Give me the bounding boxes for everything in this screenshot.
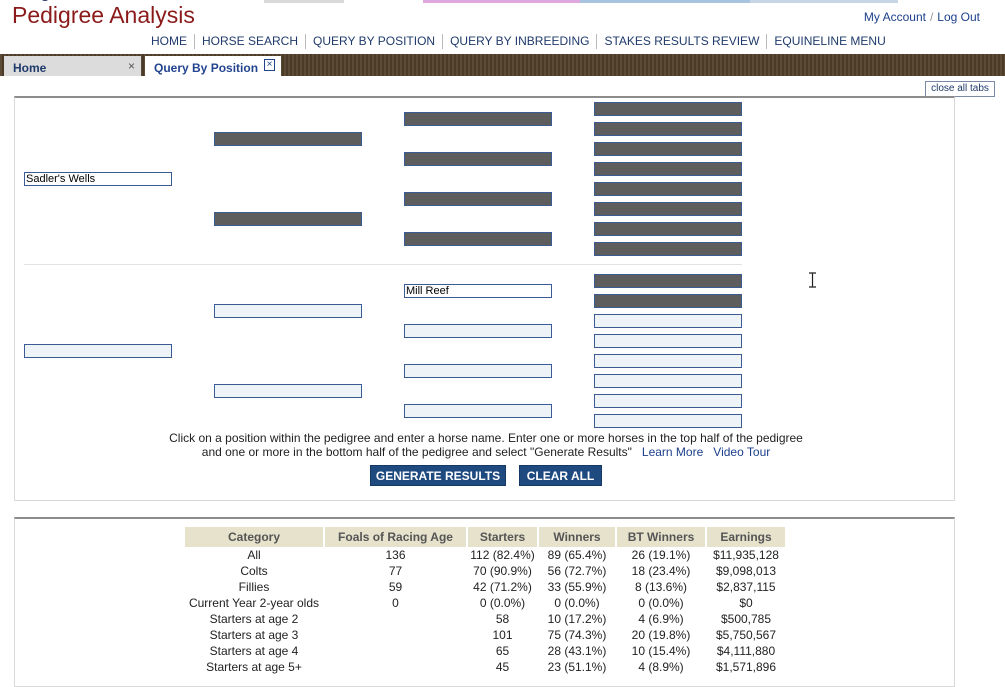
pedigree-slot[interactable] (594, 414, 742, 428)
table-cell: $500,785 (720, 612, 772, 626)
table-row (185, 563, 785, 579)
table-cell: Starters at age 3 (209, 628, 299, 642)
table-cell: 10 (15.4%) (631, 644, 691, 658)
pedigree-slot[interactable] (404, 404, 552, 418)
column-header: Foals of Racing Age (325, 527, 466, 547)
table-row (185, 547, 785, 563)
instructions-line-2: and one or more in the bottom half of the pedigree and select "Generate Results" (201, 445, 632, 459)
pedigree-slot[interactable] (594, 222, 742, 236)
account-links (864, 10, 980, 24)
nav-query-by-position[interactable]: QUERY BY POSITION (305, 34, 442, 49)
table-cell: 0 (392, 596, 399, 610)
pedigree-slot[interactable] (214, 384, 362, 398)
table-cell (325, 643, 466, 659)
top-color-strip (264, 0, 1005, 3)
table-cell: 23 (51.1%) (547, 660, 607, 674)
pedigree-slot[interactable] (594, 142, 742, 156)
table-cell: $0 (739, 596, 753, 610)
pedigree-divider (24, 264, 742, 265)
column-header: Category (185, 527, 323, 547)
table-cell: Current Year 2-year olds (188, 596, 320, 610)
results-body (185, 547, 785, 675)
table-cell (325, 659, 466, 675)
pedigree-slot[interactable] (404, 364, 552, 378)
table-row (185, 579, 785, 595)
table-cell: 28 (43.1%) (547, 644, 607, 658)
table-cell: $4,111,880 (716, 644, 776, 658)
pedigree-slot[interactable] (214, 304, 362, 318)
table-cell: $5,750,567 (715, 628, 777, 642)
table-cell: 20 (19.8%) (631, 628, 691, 642)
learn-more-link[interactable]: Learn More (641, 445, 704, 459)
nav-equineline-menu[interactable]: EQUINELINE MENU (766, 34, 892, 49)
pedigree-slot[interactable] (594, 182, 742, 196)
main-nav (151, 34, 893, 49)
table-cell: 58 (495, 612, 510, 626)
link-separator: / (929, 10, 934, 24)
clear-all-button[interactable]: CLEAR ALL (519, 465, 602, 486)
table-cell: 75 (74.3%) (547, 628, 607, 642)
table-cell: 77 (388, 564, 403, 578)
table-cell: All (247, 548, 261, 562)
column-header: Winners (539, 527, 615, 547)
strip-segment (423, 0, 580, 3)
column-header: Starters (468, 527, 537, 547)
table-cell: 10 (17.2%) (547, 612, 607, 626)
pedigree-slot[interactable] (404, 192, 552, 206)
pedigree-slot[interactable] (594, 334, 742, 348)
table-cell: 0 (0.0%) (638, 596, 684, 610)
nav-query-by-inbreeding[interactable]: QUERY BY INBREEDING (442, 34, 596, 49)
pedigree-slot[interactable] (594, 162, 742, 176)
pedigree-slot[interactable] (594, 394, 742, 408)
table-cell: Colts (240, 564, 268, 578)
tab-bar (0, 54, 1005, 76)
pedigree-slot[interactable] (404, 324, 552, 338)
table-row (185, 659, 785, 675)
strip-segment (750, 0, 898, 3)
table-cell: 101 (492, 628, 513, 642)
table-cell: $2,837,115 (716, 580, 776, 594)
close-all-tabs-button[interactable]: close all tabs (925, 81, 995, 97)
log-out-link[interactable]: Log Out (937, 10, 980, 24)
table-cell: 0 (0.0%) (554, 596, 600, 610)
table-cell: 59 (388, 580, 403, 594)
table-cell: 45 (495, 660, 510, 674)
pedigree-slot[interactable] (404, 152, 552, 166)
close-icon[interactable]: × (127, 59, 135, 73)
results-table (183, 527, 787, 675)
table-cell: 70 (90.9%) (473, 564, 532, 578)
instructions (150, 431, 822, 459)
pedigree-slot[interactable] (594, 122, 742, 136)
text-cursor-icon (808, 272, 817, 288)
table-cell: 4 (6.9%) (638, 612, 684, 626)
table-cell: 112 (82.4%) (470, 548, 535, 562)
column-header: Earnings (707, 527, 785, 547)
pedigree-slot[interactable] (594, 294, 742, 308)
instructions-line-2-wrap (150, 445, 822, 459)
pedigree-slot[interactable] (404, 232, 552, 246)
column-header: BT Winners (617, 527, 705, 547)
table-cell: 89 (65.4%) (547, 548, 607, 562)
pedigree-slot[interactable] (214, 212, 362, 226)
table-cell: Starters at age 5+ (206, 660, 302, 674)
tab-query-by-position[interactable] (145, 56, 281, 76)
table-cell: $9,098,013 (715, 564, 777, 578)
table-row (185, 627, 785, 643)
table-row (185, 643, 785, 659)
table-cell: 56 (72.7%) (547, 564, 607, 578)
pedigree-slot[interactable] (594, 354, 742, 368)
table-cell: Starters at age 4 (209, 644, 299, 658)
pedigree-slot[interactable] (214, 132, 362, 146)
table-cell: 65 (495, 644, 510, 658)
table-cell: 26 (19.1%) (631, 548, 691, 562)
table-cell: Starters at age 2 (209, 612, 299, 626)
pedigree-slot[interactable] (594, 242, 742, 256)
strip-segment (344, 0, 423, 3)
table-cell: 4 (8.9%) (638, 660, 684, 674)
table-cell: 0 (0.0%) (479, 596, 526, 610)
table-cell: 18 (23.4%) (631, 564, 691, 578)
pedigree-slot[interactable] (404, 112, 552, 126)
table-cell: 8 (13.6%) (634, 580, 688, 594)
nav-stakes-results-review[interactable]: STAKES RESULTS REVIEW (596, 34, 766, 49)
generate-results-button[interactable]: GENERATE RESULTS (370, 465, 506, 486)
table-cell: $1,571,896 (715, 660, 777, 674)
video-tour-link[interactable]: Video Tour (713, 445, 771, 459)
pedigree-slot[interactable] (594, 102, 742, 116)
pedigree-slot-mill-reef[interactable]: Mill Reef (404, 284, 552, 298)
close-icon[interactable]: × (264, 59, 275, 71)
nav-home[interactable]: HOME (151, 34, 187, 48)
pedigree-slot[interactable] (594, 314, 742, 328)
instructions-line-1: Click on a position within the pedigree and enter a horse name. Enter one or more horses in the top half of the pedigree (169, 431, 803, 445)
my-account-link[interactable]: My Account (863, 10, 926, 24)
table-cell: 136 (385, 548, 406, 562)
table-row (185, 595, 785, 611)
table-cell: 33 (55.9%) (547, 580, 607, 594)
table-cell: Fillies (238, 580, 270, 594)
strip-segment (264, 0, 344, 3)
tab-query-label: Query By Position (154, 61, 259, 75)
table-row (185, 611, 785, 627)
pedigree-slot-sire[interactable]: Sadler's Wells (24, 172, 172, 186)
tab-home-label: Home (13, 61, 47, 75)
pedigree-slot[interactable] (594, 274, 742, 288)
table-cell (325, 627, 466, 643)
brand-title: Pedigree Analysis (12, 2, 195, 28)
table-header-row (185, 527, 785, 547)
pedigree-slot-dam[interactable] (24, 344, 172, 358)
pedigree-slot[interactable] (594, 202, 742, 216)
strip-segment (898, 0, 1005, 3)
nav-horse-search[interactable]: HORSE SEARCH (194, 34, 305, 49)
logo-mark (40, 0, 50, 1)
pedigree-slot[interactable] (594, 374, 742, 388)
table-cell: 42 (71.2%) (473, 580, 532, 594)
tab-home[interactable] (4, 56, 141, 76)
table-cell: $11,935,128 (713, 548, 779, 562)
strip-segment (580, 0, 750, 3)
table-cell (325, 611, 466, 627)
